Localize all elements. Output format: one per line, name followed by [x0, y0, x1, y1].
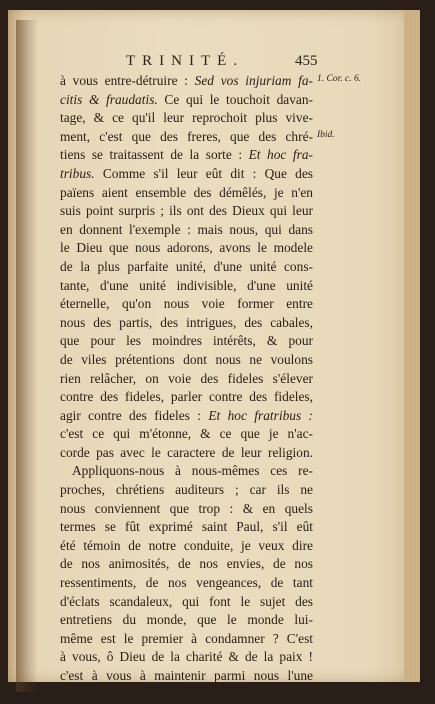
text-line	[60, 444, 313, 463]
text-line	[60, 202, 313, 221]
text-segment: Comme s'il leur eût dit : Que des	[94, 165, 313, 181]
text-line	[60, 184, 313, 203]
page-gutter-shadow	[16, 20, 38, 692]
text-line	[60, 128, 313, 147]
text-segment: même est le premier à condamner ? C'est	[60, 630, 313, 646]
text-line	[60, 537, 313, 556]
text-segment: & l'autre, ou plutôt à les y établir : car	[60, 686, 264, 702]
text-segment: tribus.	[60, 165, 95, 181]
text-segment: corde pas avec le caractere de leur religion.	[60, 444, 313, 460]
text-segment: Et hoc fra-	[248, 147, 313, 163]
margin-note-reference: 1. Cor. c. 6.	[317, 74, 362, 84]
text-segment: éternelle, qu'on nous voie former entre	[60, 296, 313, 312]
text-segment: d'éclats scandaleux, qui font le sujet des	[60, 593, 313, 609]
text-segment: c'est ce qui m'étonne, & ce que je n'ac-	[60, 426, 313, 442]
text-segment: de viles prétentions dont nous ne voulons	[60, 351, 313, 367]
text-segment: rien relâcher, on voie des fideles s'élever	[60, 370, 313, 386]
text-line	[60, 630, 313, 649]
book-page	[8, 10, 412, 702]
text-segment: suis point surpris ; ils ont des Dieux qui leur	[60, 203, 313, 219]
text-segment: Et hoc fratribus :	[208, 407, 313, 423]
text-segment: proches, chrétiens auditeurs ; car ils ne	[60, 482, 313, 498]
text-segment: à vous entre-détruire :	[60, 73, 195, 88]
margin-note-ibid: Ibid.	[317, 130, 335, 140]
text-segment: Appliquons-nous à nous-mêmes ces re-	[72, 463, 313, 479]
text-segment: entretiens du monde, que le monde lui-	[60, 612, 313, 628]
text-segment: ressentiments, de nos vengeances, de tant	[60, 575, 313, 591]
text-line	[60, 165, 313, 184]
text-segment: termes se fût exprimé saint Paul, s'il eût	[60, 519, 313, 535]
text-line	[60, 72, 313, 91]
text-segment: Ce qui le touchoit davan-	[157, 91, 313, 107]
text-segment: citis & fraudatis.	[60, 91, 158, 107]
text-line	[60, 425, 313, 444]
text-line	[60, 593, 313, 612]
text-segment: tage, & ce qu'il leur reprochoit plus vive-	[60, 110, 313, 126]
text-line	[60, 221, 313, 240]
text-segment: nous des partis, des intrigues, des cabales,	[60, 314, 313, 330]
text-line	[60, 277, 313, 296]
text-line	[60, 239, 313, 258]
text-segment: été témoin de notre conduite, je veux dire	[60, 537, 313, 553]
text-line	[60, 388, 313, 407]
text-segment: c'est à vous à maintenir parmi nous l'une	[60, 668, 313, 683]
text-segment: nous conviennent que trop : & en quels	[60, 500, 313, 516]
text-segment: tiens se traitassent de la sorte :	[60, 147, 249, 163]
text-segment: en donnent l'exemple : mais nous, qui dans	[60, 221, 313, 237]
text-line	[60, 314, 313, 333]
text-line	[60, 109, 313, 128]
page-header	[8, 53, 412, 73]
text-line	[60, 146, 313, 165]
text-line	[60, 648, 313, 667]
text-segment: ment, c'est que des freres, que des chré-	[60, 128, 313, 144]
text-line	[60, 574, 313, 593]
text-line	[60, 295, 313, 314]
text-line	[60, 351, 313, 370]
text-segment: de nos animosités, de nos envies, de nos	[60, 556, 313, 572]
text-line	[60, 500, 313, 519]
text-line	[60, 370, 313, 389]
text-segment: païens aient ensemble des démêlés, je n'en	[60, 184, 313, 200]
text-line	[60, 332, 313, 351]
text-segment: tante, d'une unité indivisible, d'une unité	[60, 277, 313, 293]
text-line	[60, 518, 313, 537]
page-edges	[404, 10, 420, 682]
text-segment: le Dieu que nous adorons, avons le modele	[60, 240, 313, 256]
text-segment: de la plus parfaite unité, d'une unité cons-	[60, 258, 313, 274]
text-line	[60, 407, 313, 426]
text-line	[60, 686, 313, 704]
text-segment: que pour les moindres intérêts, & pour	[60, 333, 313, 349]
text-line	[60, 91, 313, 110]
text-line	[60, 611, 313, 630]
text-line	[60, 481, 313, 500]
text-line	[60, 555, 313, 574]
running-title: TRINITÉ.	[126, 53, 245, 69]
text-line	[60, 462, 313, 481]
text-line	[60, 667, 313, 686]
page-number: 455	[295, 53, 318, 69]
text-segment: Sed vos injuriam fa-	[194, 73, 313, 88]
text-segment: agir contre des fideles :	[60, 407, 209, 423]
body-text	[60, 72, 313, 704]
text-line	[60, 258, 313, 277]
text-segment: contre des fideles, parler contre des fideles,	[60, 389, 313, 405]
text-segment: à vous, ô Dieu de la charité & de la paix !	[60, 649, 313, 665]
